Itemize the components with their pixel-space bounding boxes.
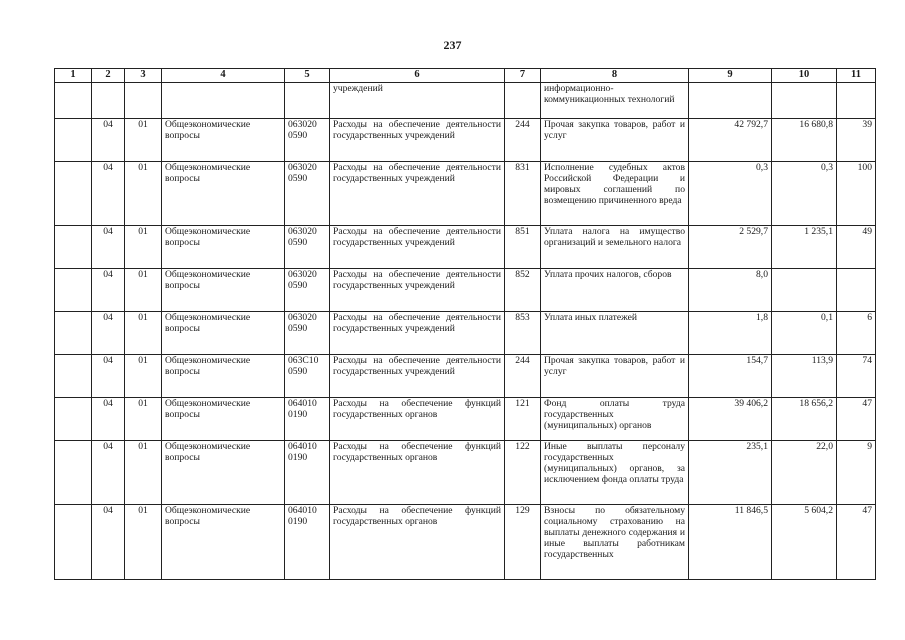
cell-target-code: 064010 0190 (285, 505, 330, 580)
cell-expense-name: Прочая закупка товаров, работ и услуг (541, 119, 689, 162)
cell-target-name: Расходы на обеспечение деятельности государственных учреждений (330, 226, 505, 269)
cell-expense-name: Уплата иных платежей (541, 312, 689, 355)
cell-expense-type: 851 (505, 226, 541, 269)
cell-percent (837, 83, 876, 119)
column-header-4: 4 (162, 69, 285, 83)
cell-executed: 5 604,2 (772, 505, 837, 580)
cell-section-name: Общеэкономические вопросы (162, 226, 285, 269)
table-row (55, 505, 876, 580)
column-header-1: 1 (55, 69, 92, 83)
cell-percent: 9 (837, 441, 876, 505)
cell-section: 04 (92, 355, 125, 398)
cell-planned (689, 83, 772, 119)
header-row (55, 69, 876, 83)
cell-target-name: Расходы на обеспечение функций государственных органов (330, 441, 505, 505)
cell-planned: 154,7 (689, 355, 772, 398)
cell-percent: 100 (837, 162, 876, 226)
cell-section-name: Общеэкономические вопросы (162, 505, 285, 580)
cell-target-name: Расходы на обеспечение деятельности государственных учреждений (330, 119, 505, 162)
cell-target-code (285, 83, 330, 119)
cell-section-name (162, 83, 285, 119)
table-row (55, 83, 876, 119)
cell-subsection: 01 (125, 312, 162, 355)
cell-percent: 6 (837, 312, 876, 355)
cell-planned: 42 792,7 (689, 119, 772, 162)
table-row (55, 226, 876, 269)
cell-section-name: Общеэкономические вопросы (162, 441, 285, 505)
cell-col1 (55, 505, 92, 580)
cell-expense-type: 121 (505, 398, 541, 441)
cell-section-name: Общеэкономические вопросы (162, 269, 285, 312)
cell-planned: 1,8 (689, 312, 772, 355)
cell-percent: 47 (837, 398, 876, 441)
cell-target-name: Расходы на обеспечение деятельности государственных учреждений (330, 355, 505, 398)
cell-subsection: 01 (125, 119, 162, 162)
cell-col1 (55, 162, 92, 226)
cell-planned: 11 846,5 (689, 505, 772, 580)
cell-target-name: Расходы на обеспечение деятельности государственных учреждений (330, 312, 505, 355)
cell-section-name: Общеэкономические вопросы (162, 119, 285, 162)
cell-target-code: 063020 0590 (285, 312, 330, 355)
cell-expense-type: 129 (505, 505, 541, 580)
cell-executed: 16 680,8 (772, 119, 837, 162)
cell-col1 (55, 355, 92, 398)
cell-target-name: учреждений (330, 83, 505, 119)
cell-subsection: 01 (125, 269, 162, 312)
table-row (55, 162, 876, 226)
table-row (55, 269, 876, 312)
cell-expense-name: Фонд оплаты труда государственных (муниципальных) органов (541, 398, 689, 441)
cell-expense-type: 852 (505, 269, 541, 312)
cell-percent: 49 (837, 226, 876, 269)
cell-section: 04 (92, 505, 125, 580)
cell-target-code: 063020 0590 (285, 162, 330, 226)
cell-expense-name: Уплата налога на имущество организаций и земельного налога (541, 226, 689, 269)
cell-expense-name: Уплата прочих налогов, сборов (541, 269, 689, 312)
cell-subsection: 01 (125, 398, 162, 441)
cell-target-code: 064010 0190 (285, 441, 330, 505)
cell-expense-name: Взносы по обязательному социальному страхованию на выплаты денежного содержания и иные выплаты работникам государственных (541, 505, 689, 580)
cell-planned: 235,1 (689, 441, 772, 505)
cell-target-code: 063С10 0590 (285, 355, 330, 398)
column-header-7: 7 (505, 69, 541, 83)
cell-subsection: 01 (125, 162, 162, 226)
table-row (55, 398, 876, 441)
cell-target-code: 063020 0590 (285, 119, 330, 162)
cell-executed: 22,0 (772, 441, 837, 505)
cell-expense-type: 244 (505, 119, 541, 162)
column-header-10: 10 (772, 69, 837, 83)
cell-subsection: 01 (125, 355, 162, 398)
cell-subsection: 01 (125, 441, 162, 505)
cell-executed: 1 235,1 (772, 226, 837, 269)
cell-target-code: 063020 0590 (285, 226, 330, 269)
cell-subsection: 01 (125, 226, 162, 269)
cell-subsection (125, 83, 162, 119)
cell-section-name: Общеэкономические вопросы (162, 162, 285, 226)
cell-col1 (55, 441, 92, 505)
cell-planned: 39 406,2 (689, 398, 772, 441)
cell-section: 04 (92, 119, 125, 162)
cell-col1 (55, 269, 92, 312)
cell-col1 (55, 312, 92, 355)
column-header-5: 5 (285, 69, 330, 83)
cell-percent: 74 (837, 355, 876, 398)
cell-section: 04 (92, 269, 125, 312)
cell-target-name: Расходы на обеспечение функций государственных органов (330, 505, 505, 580)
cell-expense-type (505, 83, 541, 119)
cell-expense-type: 122 (505, 441, 541, 505)
cell-section: 04 (92, 312, 125, 355)
cell-executed: 0,1 (772, 312, 837, 355)
cell-percent (837, 269, 876, 312)
cell-subsection: 01 (125, 505, 162, 580)
cell-target-code: 064010 0190 (285, 398, 330, 441)
cell-executed: 18 656,2 (772, 398, 837, 441)
cell-executed (772, 269, 837, 312)
cell-col1 (55, 83, 92, 119)
cell-section-name: Общеэкономические вопросы (162, 355, 285, 398)
cell-section-name: Общеэкономические вопросы (162, 398, 285, 441)
column-header-3: 3 (125, 69, 162, 83)
cell-section: 04 (92, 162, 125, 226)
page-number: 237 (443, 38, 462, 52)
column-header-2: 2 (92, 69, 125, 83)
cell-executed: 0,3 (772, 162, 837, 226)
cell-section: 04 (92, 226, 125, 269)
cell-col1 (55, 226, 92, 269)
cell-section: 04 (92, 398, 125, 441)
cell-planned: 2 529,7 (689, 226, 772, 269)
cell-planned: 0,3 (689, 162, 772, 226)
cell-executed: 113,9 (772, 355, 837, 398)
cell-col1 (55, 398, 92, 441)
column-header-11: 11 (837, 69, 876, 83)
cell-expense-name: Прочая закупка товаров, работ и услуг (541, 355, 689, 398)
cell-col1 (55, 119, 92, 162)
cell-section-name: Общеэкономические вопросы (162, 312, 285, 355)
table-row (55, 355, 876, 398)
cell-percent: 47 (837, 505, 876, 580)
cell-expense-type: 244 (505, 355, 541, 398)
cell-expense-type: 853 (505, 312, 541, 355)
cell-target-code: 063020 0590 (285, 269, 330, 312)
column-header-8: 8 (541, 69, 689, 83)
cell-expense-name: Иные выплаты персоналу государственных (муниципальных) органов, за исключением фонда оплаты труда (541, 441, 689, 505)
cell-expense-type: 831 (505, 162, 541, 226)
cell-planned: 8,0 (689, 269, 772, 312)
cell-target-name: Расходы на обеспечение деятельности государственных учреждений (330, 269, 505, 312)
cell-expense-name: информационно-коммуникационных технологий (541, 83, 689, 119)
table-row (55, 441, 876, 505)
table-row (55, 312, 876, 355)
cell-percent: 39 (837, 119, 876, 162)
cell-target-name: Расходы на обеспечение деятельности государственных учреждений (330, 162, 505, 226)
cell-section: 04 (92, 441, 125, 505)
column-header-6: 6 (330, 69, 505, 83)
cell-expense-name: Исполнение судебных актов Российской Федерации и мировых соглашений по возмещению причиненного вреда (541, 162, 689, 226)
cell-executed (772, 83, 837, 119)
budget-table (54, 68, 876, 580)
cell-target-name: Расходы на обеспечение функций государственных органов (330, 398, 505, 441)
column-header-9: 9 (689, 69, 772, 83)
cell-section (92, 83, 125, 119)
table-row (55, 119, 876, 162)
